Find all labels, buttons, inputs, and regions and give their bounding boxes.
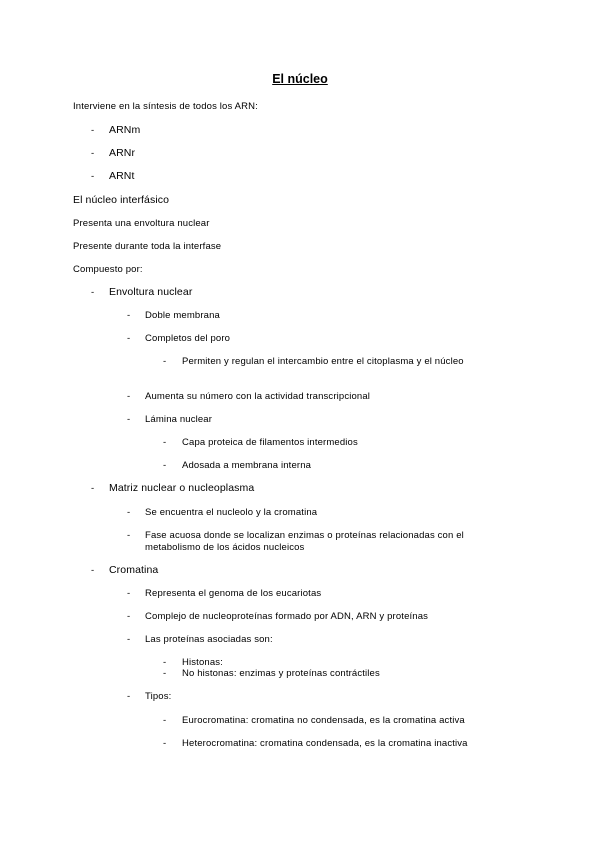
list-item: Se encuentra el nucleolo y la cromatina [145,507,318,518]
list-item: Lámina nuclear [145,414,213,425]
bullet-dash: - [91,483,95,494]
intro-text: Interviene en la síntesis de todos los ARN: [73,101,258,112]
list-item: Doble membrana [145,310,220,321]
bullet-dash: - [127,634,131,645]
list-item-envoltura: Envoltura nuclear [109,286,193,298]
bullet-dash: - [91,171,95,182]
paragraph: Presente durante toda la interfase [73,241,222,252]
bullet-dash: - [163,738,167,749]
section-heading: El núcleo interfásico [73,194,170,206]
list-item: Permiten y regulan el intercambio entre el citoplasma y el núcleo [182,356,464,367]
bullet-dash: - [127,310,131,321]
list-item: No histonas: enzimas y proteínas contráctiles [182,668,380,679]
bullet-dash: - [127,530,131,541]
list-item: Aumenta su número con la actividad transcripcional [145,391,371,402]
bullet-dash: - [163,437,167,448]
bullet-dash: - [91,148,95,159]
list-item: Histonas: [182,657,223,668]
bullet-dash: - [127,691,131,702]
bullet-dash: - [91,125,95,136]
list-item: Eurocromatina: cromatina no condensada, es la cromatina activa [182,715,465,726]
list-item: Complejo de nucleoproteínas formado por ADN, ARN y proteínas [145,611,429,622]
list-item: Completos del poro [145,333,231,344]
list-item: Fase acuosa donde se localizan enzimas o proteínas relacionadas con el [145,530,464,541]
list-item: Tipos: [145,691,172,702]
list-item: ARNt [109,170,135,182]
list-item-cromatina: Cromatina [109,564,159,576]
bullet-dash: - [163,715,167,726]
bullet-dash: - [163,356,167,367]
bullet-dash: - [127,333,131,344]
list-item: Las proteínas asociadas son: [145,634,273,645]
bullet-dash: - [163,668,167,679]
bullet-dash: - [127,391,131,402]
list-item: ARNr [109,147,136,159]
list-item: Capa proteica de filamentos intermedios [182,437,358,448]
paragraph: Compuesto por: [73,264,143,275]
list-item: Representa el genoma de los eucariotas [145,588,322,599]
paragraph: Presenta una envoltura nuclear [73,218,210,229]
list-item-continuation: metabolismo de los ácidos nucleicos [145,542,305,553]
list-item-matriz: Matriz nuclear o nucleoplasma [109,482,255,494]
bullet-dash: - [163,460,167,471]
list-item: ARNm [109,124,141,136]
page-title: El núcleo [272,72,328,86]
list-item: Adosada a membrana interna [182,460,312,471]
bullet-dash: - [127,611,131,622]
bullet-dash: - [163,657,167,668]
list-item: Heterocromatina: cromatina condensada, es la cromatina inactiva [182,738,468,749]
bullet-dash: - [91,565,95,576]
bullet-dash: - [91,287,95,298]
bullet-dash: - [127,588,131,599]
bullet-dash: - [127,414,131,425]
bullet-dash: - [127,507,131,518]
